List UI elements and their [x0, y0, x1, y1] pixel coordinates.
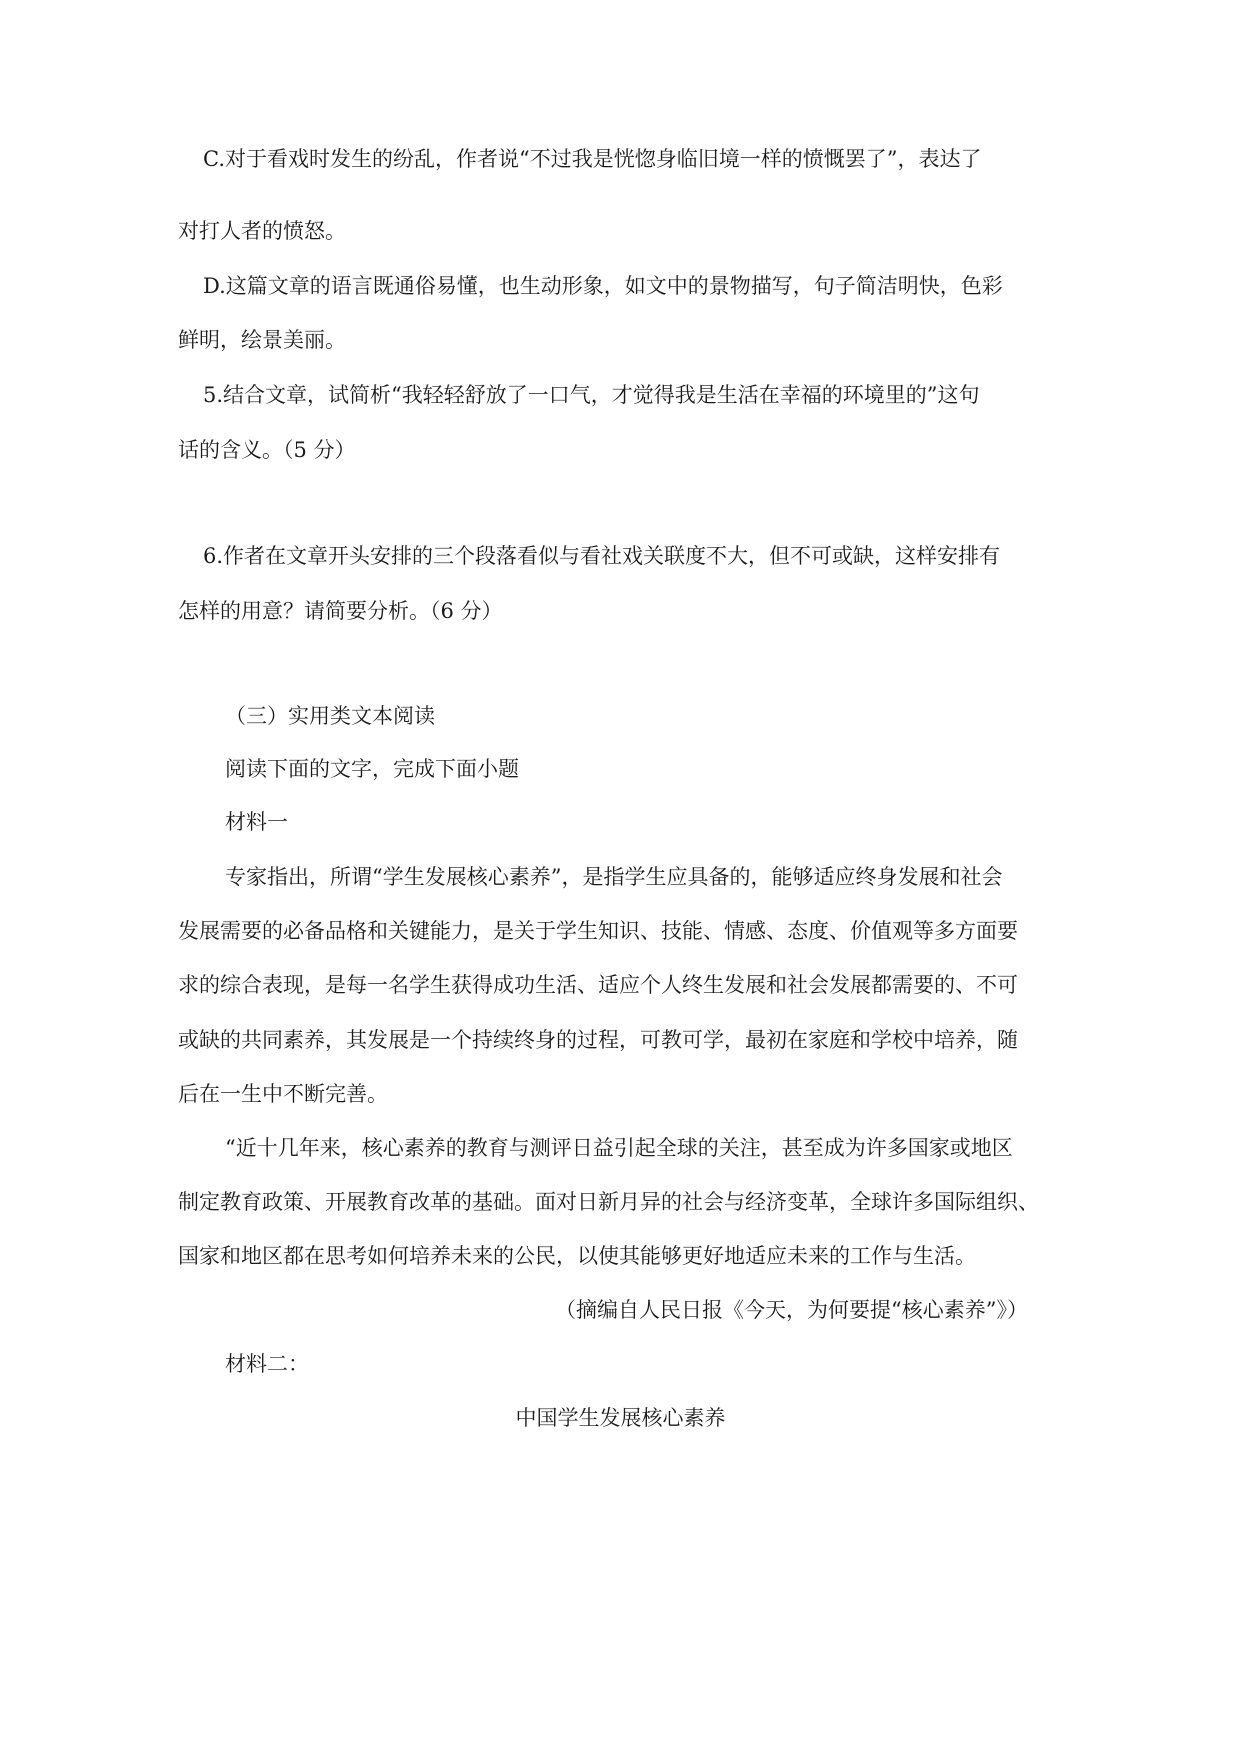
material-one-para-1-line-4: 或缺的共同素养，其发展是一个持续终身的过程，可教可学，最初在家庭和学校中培养，随 — [178, 1028, 1018, 1052]
question-5-line-2: 话的含义。（5 分） — [178, 438, 356, 462]
option-d-line-1: D.这篇文章的语言既通俗易懂，也生动形象，如文中的景物描写，句子简洁明快，色彩 — [203, 274, 1003, 298]
material-one-para-1-line-5: 后在一生中不断完善。 — [178, 1082, 388, 1106]
material-one-para-1-line-3: 求的综合表现，是每一名学生获得成功生活、适应个人终生发展和社会发展都需要的、不可 — [178, 973, 1018, 997]
material-one-para-2-line-1: “近十几年来，核心素养的教育与测评日益引起全球的关注，甚至成为许多国家或地区 — [225, 1136, 1013, 1160]
option-c-line-1: C.对于看戏时发生的纷乱，作者说“不过我是恍惚身临旧境一样的愤慨罢了”，表达了 — [203, 147, 982, 171]
material-one-label: 材料一 — [225, 810, 288, 834]
material-one-para-1-line-1: 专家指出，所谓“学生发展核心素养”，是指学生应具备的，能够适应终身发展和社会 — [225, 865, 1003, 889]
section-heading: （三）实用类文本阅读 — [225, 704, 435, 728]
material-one-para-1-line-2: 发展需要的必备品格和关键能力，是关于学生知识、技能、情感、态度、价值观等多方面要 — [178, 919, 1018, 943]
option-d-line-2: 鲜明，绘景美丽。 — [178, 328, 346, 352]
instruction: 阅读下面的文字，完成下面小题 — [225, 757, 519, 781]
option-c-line-2: 对打人者的愤怒。 — [178, 219, 346, 243]
question-5-line-1: 5.结合文章，试简析“我轻轻舒放了一口气，才觉得我是生活在幸福的环境里的”这句 — [203, 383, 980, 407]
material-one-para-2-line-2: 制定教育政策、开展教育改革的基础。面对日新月异的社会与经济变革，全球许多国际组织、 — [178, 1190, 1039, 1214]
material-two-label: 材料二： — [225, 1352, 309, 1376]
source-citation: （摘编自人民日报《今天，为何要提“核心素养”》） — [555, 1298, 1028, 1322]
question-6-line-2: 怎样的用意？请简要分析。（6 分） — [178, 599, 503, 623]
material-one-para-2-line-3: 国家和地区都在思考如何培养未来的公民，以使其能够更好地适应未来的工作与生活。 — [178, 1244, 976, 1268]
material-two-title: 中国学生发展核心素养 — [515, 1406, 726, 1430]
question-6-line-1: 6.作者在文章开头安排的三个段落看似与看社戏关联度不大，但不可或缺，这样安排有 — [203, 544, 1001, 568]
